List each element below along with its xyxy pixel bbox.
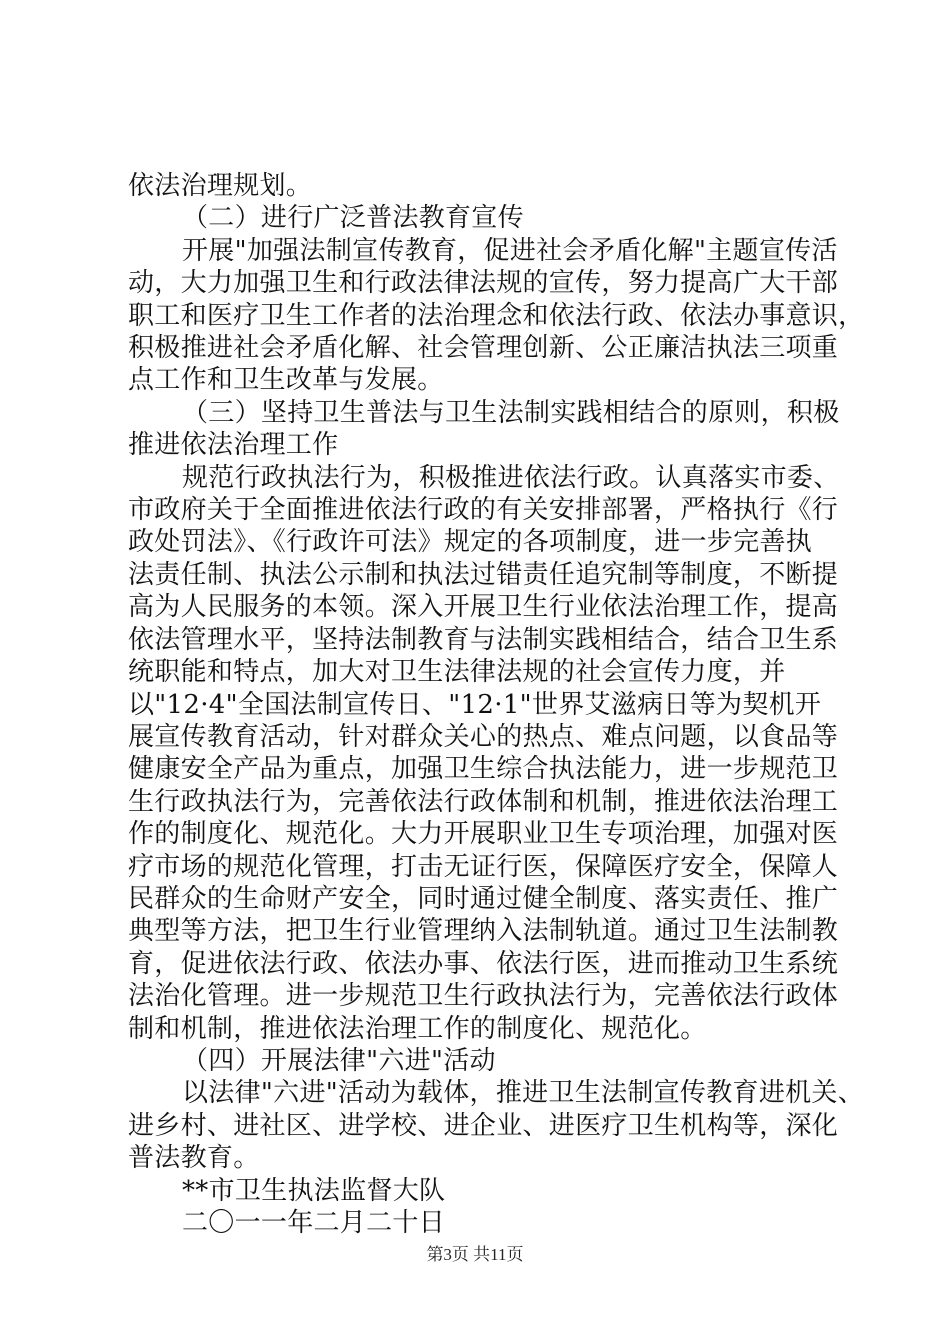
text-line: 开展"加强法制宣传教育，促进社会矛盾化解"主题宣传活 bbox=[182, 235, 838, 266]
section-heading-3-cont: 推进依法治理工作 bbox=[128, 430, 339, 461]
text-line: 进乡村、进社区、进学校、进企业、进医疗卫生机构等，深化 bbox=[128, 1110, 839, 1141]
text-line: 法责任制、执法公示制和执法过错责任追究制等制度，不断提 bbox=[128, 559, 839, 590]
text-line: 民群众的生命财产安全，同时通过健全制度、落实责任、推广 bbox=[128, 883, 839, 914]
text-line: 典型等方法，把卫生行业管理纳入法制轨道。通过卫生法制教 bbox=[128, 916, 839, 947]
section-heading-2: （二）进行广泛普法教育宣传 bbox=[182, 203, 524, 234]
text-line: 作的制度化、规范化。大力开展职业卫生专项治理，加强对医 bbox=[128, 819, 839, 850]
text-line: 生行政执法行为，完善依法行政体制和机制，推进依法治理工 bbox=[128, 786, 839, 817]
text-line: 疗市场的规范化管理，打击无证行医，保障医疗安全，保障人 bbox=[128, 851, 839, 882]
text-line: 制和机制，推进依法治理工作的制度化、规范化。 bbox=[128, 1013, 707, 1044]
text-line: 育，促进依法行政、依法办事、依法行医，进而推动卫生系统 bbox=[128, 948, 839, 979]
text-line: 法治化管理。进一步规范卫生行政执法行为，完善依法行政体 bbox=[128, 981, 839, 1012]
signature-date: 二〇一一年二月二十日 bbox=[182, 1208, 446, 1238]
signature-organization: **市卫生执法监督大队 bbox=[182, 1175, 446, 1206]
text-line: 展宣传教育活动，针对群众关心的热点、难点问题，以食品等 bbox=[128, 721, 839, 752]
section-heading-4: （四）开展法律"六进"活动 bbox=[182, 1045, 496, 1076]
text-line: 依法管理水平，坚持法制教育与法制实践相结合，结合卫生系 bbox=[128, 624, 839, 655]
text-line: 规范行政执法行为，积极推进依法行政。认真落实市委、 bbox=[182, 462, 840, 493]
page-number-footer: 第3页 共11页 bbox=[426, 1245, 524, 1264]
text-line: 市政府关于全面推进依法行政的有关安排部署，严格执行《行 bbox=[128, 495, 839, 526]
text-line: 健康安全产品为重点，加强卫生综合执法能力，进一步规范卫 bbox=[128, 754, 839, 785]
text-line: 统职能和特点，加大对卫生法律法规的社会宣传力度，并 bbox=[128, 657, 786, 688]
text-line: 以法律"六进"活动为载体，推进卫生法制宣传教育进机关、 bbox=[182, 1078, 865, 1109]
text-line: 积极推进社会矛盾化解、社会管理创新、公正廉洁执法三项重 bbox=[128, 333, 839, 364]
text-line: 依法治理规划。 bbox=[128, 171, 313, 201]
document-body bbox=[128, 170, 865, 1239]
text-line: 点工作和卫生改革与发展。 bbox=[128, 365, 444, 396]
text-line: 职工和医疗卫生工作者的法治理念和依法行政、依法办事意识， bbox=[128, 300, 865, 331]
text-line: 动，大力加强卫生和行政法律法规的宣传，努力提高广大干部 bbox=[128, 268, 839, 299]
section-heading-3: （三）坚持卫生普法与卫生法制实践相结合的原则，积极 bbox=[182, 397, 840, 428]
text-line: 政处罚法》、《行政许可法》规定的各项制度，进一步完善执 bbox=[128, 527, 813, 558]
text-line: 普法教育。 bbox=[128, 1143, 260, 1174]
text-line: 以"12·4"全国法制宣传日、"12·1"世界艾滋病日等为契机开 bbox=[128, 689, 822, 720]
text-line: 高为人民服务的本领。深入开展卫生行业依法治理工作，提高 bbox=[128, 592, 839, 623]
